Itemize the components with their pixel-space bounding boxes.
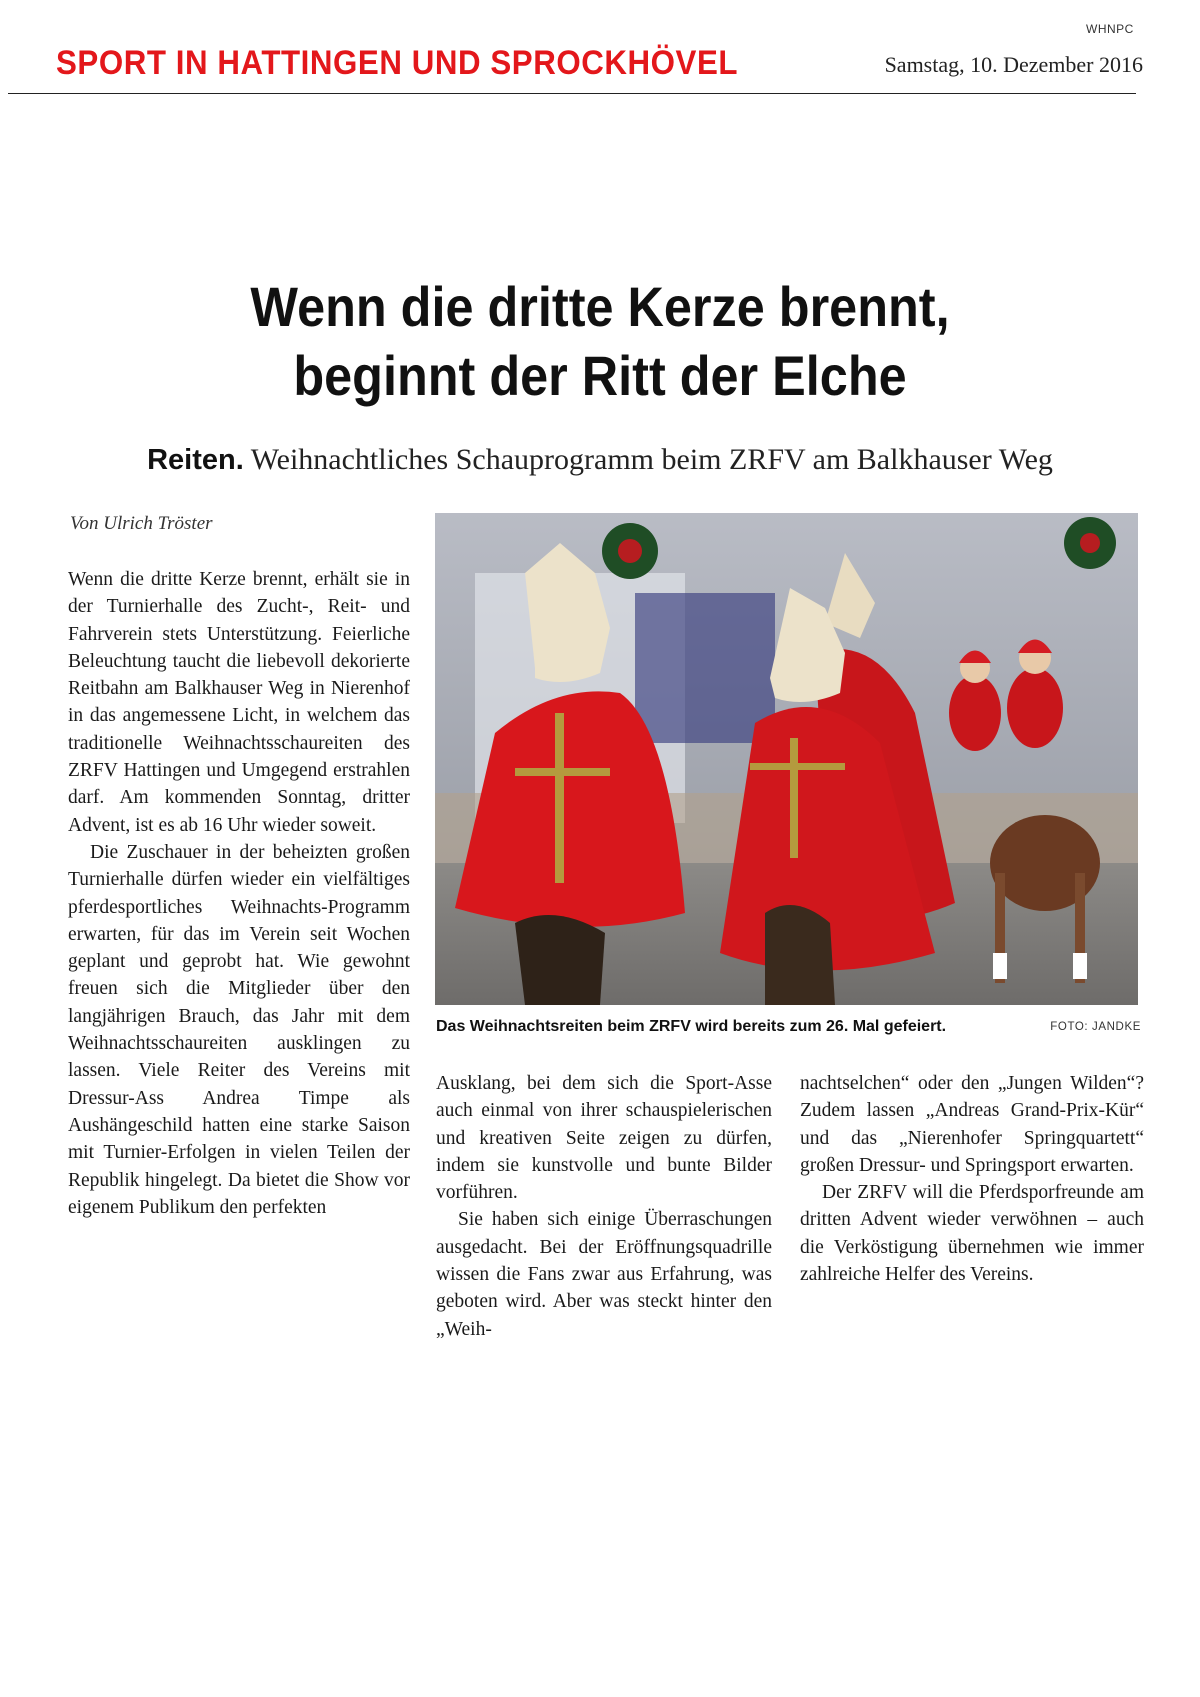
paragraph: Sie haben sich einige Überraschungen ausgedacht. Bei der Eröffnungsquadrille wissen die Fans zwar aus Erfahrung, was geboten wird. Aber was steckt hinter den „Weih- <box>436 1209 772 1340</box>
section-title: SPORT IN HATTINGEN UND SPROCKHÖVEL <box>56 44 739 82</box>
article-photo <box>435 513 1138 1005</box>
paragraph: nachtselchen“ oder den „Jungen Wilden“? Zudem lassen „Andreas Grand-Prix-Kür“ und das „Nierenhofer Springquartett“ großen Dressur- und Springsport erwarten. <box>800 1073 1144 1176</box>
subheadline <box>0 443 1200 477</box>
article-column-1 <box>68 566 410 1221</box>
header-rule <box>8 93 1136 94</box>
article-column-2 <box>436 1070 772 1343</box>
subheadline-text: Weihnachtliches Schauprogramm beim ZRFV am Balkhauser Weg <box>250 443 1053 476</box>
article-column-3 <box>800 1070 1144 1288</box>
headline-line-2: beginnt der Ritt der Elche <box>293 344 907 407</box>
issue-date: Samstag, 10. Dezember 2016 <box>884 52 1143 77</box>
headline <box>60 272 1140 410</box>
author-byline: Von Ulrich Tröster <box>70 513 213 534</box>
riders-in-costume-photo <box>435 513 1138 1005</box>
paragraph: Ausklang, bei dem sich die Sport-Asse auch einmal von ihrer schauspielerischen und kreativen Seite zeigen zu dürfen, indem sie kunstvolle und bunte Bilder vorführen. <box>436 1073 772 1204</box>
photo-caption: Das Weihnachtsreiten beim ZRFV wird bereits zum 26. Mal gefeiert. <box>436 1018 947 1035</box>
kicker: Reiten. <box>147 444 244 476</box>
photo-credit: FOTO: JANDKE <box>1050 1021 1141 1033</box>
headline-line-1: Wenn die dritte Kerze brennt, <box>250 275 950 338</box>
paragraph: Der ZRFV will die Pferdsporfreunde am dritten Advent wieder verwöhnen – auch die Verköstigung übernehmen wie immer zahlreiche Helfer des Vereins. <box>800 1182 1144 1286</box>
edition-code: WHNPC <box>1086 22 1134 36</box>
paragraph: Die Zuschauer in der beheizten großen Turnierhalle dürfen wieder ein vielfältiges pferdesportliches Weihnachts-Programm erwarten, für das im Verein seit Wochen geplant und geprobt hat. Wie gewohnt freuen sich die Mitglieder über den langjährigen Brauch, das Jahr mit dem Weihnachtsschaureiten ausklingen zu lassen. Viele Reiter des Vereins mit Dressur-Ass Andrea Timpe als Aushängeschild hatten eine starke Saison mit Turnier-Erfolgen in vielen Teilen der Republik hingelegt. Da bietet die Show vor eigenem Publikum den perfekten <box>68 841 410 1218</box>
paragraph: Wenn die dritte Kerze brennt, erhält sie in der Turnierhalle des Zucht-, Reit- und Fahrverein stets Unterstützung. Feierliche Beleuchtung taucht die liebevoll dekorierte Reitbahn am Balkhauser Weg in Nierenhof in das angemessene Licht, in welchem das traditionelle Weihnachtsschaureiten des ZRFV Hattingen und Umgegend erstrahlen darf. Am kommenden Sonntag, dritter Advent, ist es ab 16 Uhr wieder soweit. <box>68 569 410 836</box>
